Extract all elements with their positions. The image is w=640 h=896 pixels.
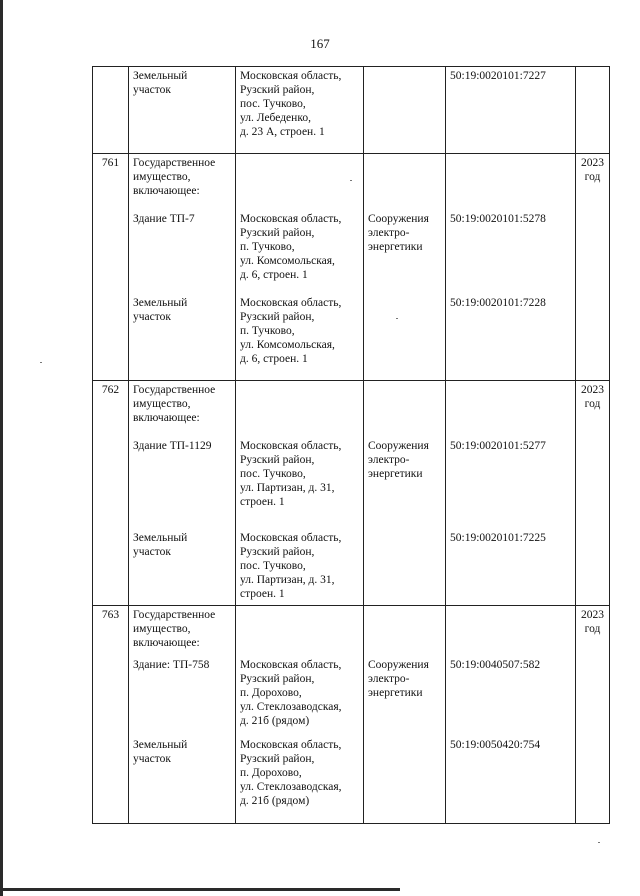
table-row	[93, 606, 610, 824]
row-header: Государственное имущество, включающее:	[133, 609, 216, 649]
row-number: 761	[93, 154, 129, 381]
item-address: Московская область, Рузский район, п. Тучково, ул. Комсомольская, д. 6, строен. 1	[240, 213, 342, 281]
item-address: Московская область, Рузский район, пос. Тучково, ул. Партизан, д. 31, строен. 1	[240, 440, 342, 508]
object-purpose	[364, 606, 446, 824]
row-number: 762	[93, 381, 129, 606]
item-name: Здание ТП-1129	[133, 440, 212, 452]
row-number	[93, 67, 129, 154]
scan-speck	[40, 362, 42, 363]
item-purpose: Сооружения электро- энергетики	[368, 659, 429, 699]
item-cadastral: 50:19:0020101:7228	[450, 297, 546, 309]
object-year	[576, 67, 610, 154]
object-cadastral	[446, 381, 576, 606]
object-year: 2023 год	[576, 154, 610, 381]
object-name	[129, 381, 236, 606]
item-address: Московская область, Рузский район, п. Дорохово, ул. Стеклозаводская, д. 21б (рядом)	[240, 739, 342, 807]
table-row	[93, 381, 610, 606]
page-number: 167	[310, 36, 330, 51]
row-number: 763	[93, 606, 129, 824]
item-name: Земельный участок	[133, 70, 188, 96]
object-address	[236, 154, 364, 381]
table-row	[93, 67, 610, 154]
object-name	[129, 67, 236, 154]
row-header: Государственное имущество, включающее:	[133, 157, 216, 197]
object-year: 2023 год	[576, 381, 610, 606]
object-address	[236, 606, 364, 824]
object-name	[129, 606, 236, 824]
object-cadastral	[446, 154, 576, 381]
item-name: Здание: ТП-758	[133, 659, 210, 671]
row-header: Государственное имущество, включающее:	[133, 384, 216, 424]
scan-speck	[350, 180, 352, 181]
object-cadastral	[446, 606, 576, 824]
table-row	[93, 154, 610, 381]
item-name: Земельный участок	[133, 739, 188, 765]
item-purpose: Сооружения электро- энергетики	[368, 213, 429, 253]
item-name: Земельный участок	[133, 297, 188, 323]
scan-edge-left	[0, 0, 3, 896]
item-address: Московская область, Рузский район, п. Тучково, ул. Комсомольская, д. 6, строен. 1	[240, 297, 342, 365]
item-address: Московская область, Рузский район, пос. Тучково, ул. Партизан, д. 31, строен. 1	[240, 532, 342, 600]
item-cadastral: 50:19:0020101:7227	[450, 70, 546, 82]
object-purpose	[364, 381, 446, 606]
item-address: Московская область, Рузский район, п. Дорохово, ул. Стеклозаводская, д. 21б (рядом)	[240, 659, 342, 727]
object-purpose	[364, 67, 446, 154]
item-cadastral: 50:19:0050420:754	[450, 739, 541, 751]
item-address: Московская область, Рузский район, пос. Тучково, ул. Лебеденко, д. 23 А, строен. 1	[240, 70, 342, 138]
scan-speck	[396, 318, 398, 319]
item-cadastral: 50:19:0020101:5278	[450, 213, 546, 225]
item-purpose: Сооружения электро- энергетики	[368, 440, 429, 480]
object-year: 2023 год	[576, 606, 610, 824]
item-cadastral: 50:19:0020101:5277	[450, 440, 546, 452]
scan-speck	[598, 842, 600, 843]
object-name	[129, 154, 236, 381]
scan-edge-bottom	[0, 888, 400, 891]
object-cadastral	[446, 67, 576, 154]
item-cadastral: 50:19:0040507:582	[450, 659, 541, 671]
item-name: Здание ТП-7	[133, 213, 195, 225]
object-address	[236, 67, 364, 154]
object-address	[236, 381, 364, 606]
item-name: Земельный участок	[133, 532, 188, 558]
object-purpose	[364, 154, 446, 381]
item-cadastral: 50:19:0020101:7225	[450, 532, 546, 544]
